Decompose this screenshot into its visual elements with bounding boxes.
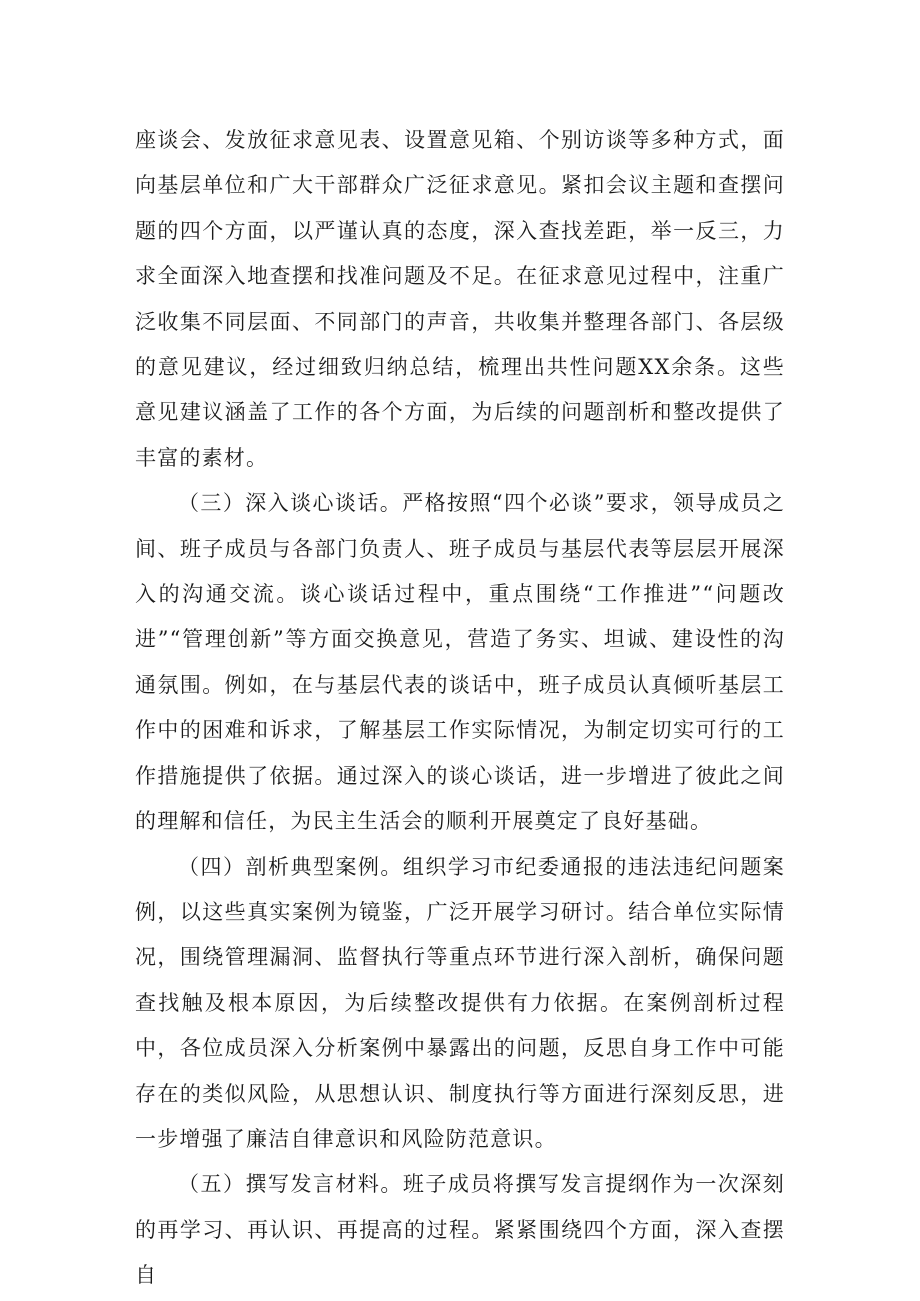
paragraph-section-3: （三）深入谈心谈话。严格按照“四个必谈”要求，领导成员之间、班子成员与各部门负责人、班子成员与基层代表等层层开展深入的沟通交流。谈心谈话过程中，重点围绕“工作推进”“问题改进”“管理创新”等方面交换意见，营造了务实、坦诚、建设性的沟通氛围。例如，在与基层代表的谈话中，班子成员认真倾听基层工作中的困难和诉求，了解基层工作实际情况，为制定切实可行的工作措施提供了依据。通过深入的谈心谈话，进一步增进了彼此之间的理解和信任，为民主生活会的顺利开展奠定了良好基础。 <box>135 491 785 834</box>
paragraph-section-4: （四）剖析典型案例。组织学习市纪委通报的违法违纪问题案例，以这些真实案例为镜鉴，广泛开展学习研讨。结合单位实际情况，围绕管理漏洞、监督执行等重点环节进行深入剖析，确保问题查找触及根本原因，为后续整改提供有力依据。在案例剖析过程中，各位成员深入分析案例中暴露出的问题，反思自身工作中可能存在的类似风险，从思想认识、制度执行等方面进行深刻反思，进一步增强了廉洁自律意识和风险防范意识。 <box>135 854 785 1151</box>
document-body <box>135 118 785 1299</box>
paragraph-continued: 座谈会、发放征求意见表、设置意见箱、个别访谈等多种方式，面向基层单位和广大干部群众广泛征求意见。紧扣会议主题和查摆问题的四个方面，以严谨认真的态度，深入查找差距，举一反三，力求全面深入地查摆和找准问题及不足。在征求意见过程中，注重广泛收集不同层面、不同部门的声音，共收集并整理各部门、各层级的意见建议，经过细致归纳总结，梳理出共性问题XX余条。这些意见建议涵盖了工作的各个方面，为后续的问题剖析和整改提供了丰富的素材。 <box>135 128 785 470</box>
paragraph-section-5: （五）撰写发言材料。班子成员将撰写发言提纲作为一次深刻的再学习、再认识、再提高的过程。紧紧围绕四个方面，深入查摆自 <box>135 1172 785 1288</box>
